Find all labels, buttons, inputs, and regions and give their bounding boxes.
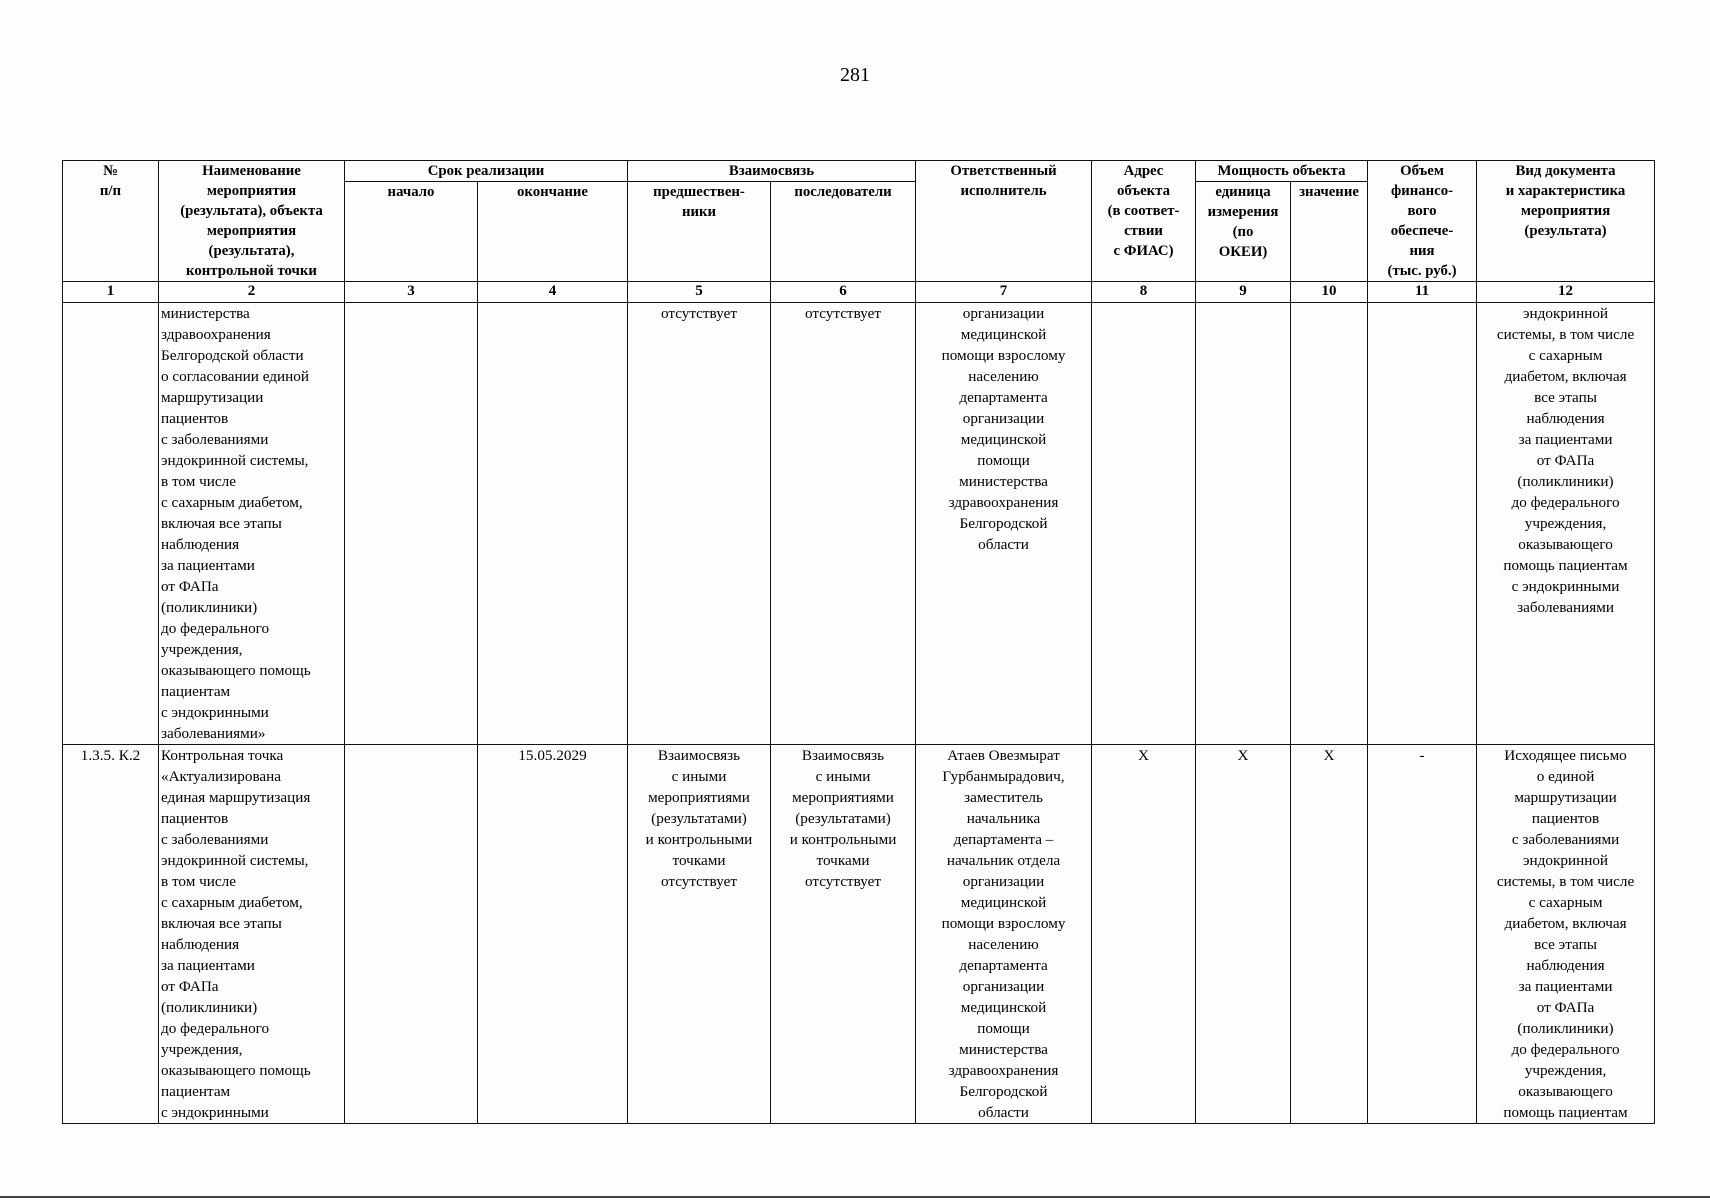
cell-predecessors: отсутствует xyxy=(628,303,771,745)
column-number: 12 xyxy=(1477,282,1655,303)
cell-start xyxy=(345,303,478,745)
cell-value xyxy=(1291,303,1368,745)
cell-finance xyxy=(1368,303,1477,745)
column-number: 7 xyxy=(916,282,1092,303)
header-link-pred: предшествен- ники xyxy=(628,182,771,282)
bottom-rule xyxy=(0,1196,1710,1198)
plan-table xyxy=(62,160,1655,1124)
header-name: Наименование мероприятия (результата), объекта мероприятия (результата), контрольной точки xyxy=(159,161,345,282)
header-link: Взаимосвязь xyxy=(628,161,916,182)
cell-successors: Взаимосвязь с иными мероприятиями (результатами) и контрольными точками отсутствует xyxy=(771,745,916,1124)
column-number: 11 xyxy=(1368,282,1477,303)
column-number: 9 xyxy=(1196,282,1291,303)
cell-end xyxy=(478,303,628,745)
column-number: 4 xyxy=(478,282,628,303)
cell-value: Х xyxy=(1291,745,1368,1124)
header-term-start: начало xyxy=(345,182,478,282)
header-term: Срок реализации xyxy=(345,161,628,182)
cell-unit: Х xyxy=(1196,745,1291,1124)
header-doc: Вид документа и характеристика мероприятия (результата) xyxy=(1477,161,1655,282)
column-number: 5 xyxy=(628,282,771,303)
cell-predecessors: Взаимосвязь с иными мероприятиями (результатами) и контрольными точками отсутствует xyxy=(628,745,771,1124)
cell-num xyxy=(63,303,159,745)
header-capacity: Мощность объекта xyxy=(1196,161,1368,182)
column-number: 3 xyxy=(345,282,478,303)
column-number: 8 xyxy=(1092,282,1196,303)
header-finance: Объем финансо- вого обеспече- ния (тыс. руб.) xyxy=(1368,161,1477,282)
cell-finance: - xyxy=(1368,745,1477,1124)
page-number: 281 xyxy=(840,64,870,86)
cell-responsible: организации медицинской помощи взрослому населению департамента организации медицинской помощи министерства здравоохранения Белгородской области xyxy=(916,303,1092,745)
column-number: 10 xyxy=(1291,282,1368,303)
column-number: 6 xyxy=(771,282,916,303)
cell-responsible: Атаев Овезмырат Гурбанмырадович, заместитель начальника департамента – начальник отдела организации медицинской помощи взрослому населению департамента организации медицинской помощи министерства здравоохранения Белгородской области xyxy=(916,745,1092,1124)
cell-num: 1.3.5. К.2 xyxy=(63,745,159,1124)
header-address: Адрес объекта (в соответ- ствии с ФИАС) xyxy=(1092,161,1196,282)
cell-end: 15.05.2029 xyxy=(478,745,628,1124)
header-term-end: окончание xyxy=(478,182,628,282)
table-row xyxy=(63,745,1655,1124)
cell-address: Х xyxy=(1092,745,1196,1124)
table-row xyxy=(63,303,1655,745)
cell-name: министерства здравоохранения Белгородской области о согласовании единой маршрутизации пациентов с заболеваниями эндокринной системы, в том числе с сахарным диабетом, включая все этапы наблюдения за пациентами от ФАПа (поликлиники) до федерального учреждения, оказывающего помощь пациентам с эндокринными заболеваниями» xyxy=(159,303,345,745)
header-capacity-value: значение xyxy=(1291,182,1368,282)
cell-name: Контрольная точка «Актуализирована единая маршрутизация пациентов с заболеваниями эндокринной системы, в том числе с сахарным диабетом, включая все этапы наблюдения за пациентами от ФАПа (поликлиники) до федерального учреждения, оказывающего помощь пациентам с эндокринными xyxy=(159,745,345,1124)
column-number: 1 xyxy=(63,282,159,303)
cell-doc: Исходящее письмо о единой маршрутизации пациентов с заболеваниями эндокринной системы, в том числе с сахарным диабетом, включая все этапы наблюдения за пациентами от ФАПа (поликлиники) до федерального учреждения, оказывающего помощь пациентам xyxy=(1477,745,1655,1124)
cell-successors: отсутствует xyxy=(771,303,916,745)
header-capacity-unit: единица измерения (по ОКЕИ) xyxy=(1196,182,1291,282)
header-num: № п/п xyxy=(63,161,159,282)
column-number: 2 xyxy=(159,282,345,303)
cell-unit xyxy=(1196,303,1291,745)
cell-doc: эндокринной системы, в том числе с сахарным диабетом, включая все этапы наблюдения за пациентами от ФАПа (поликлиники) до федерального учреждения, оказывающего помощь пациентам с эндокринными заболеваниями xyxy=(1477,303,1655,745)
header-responsible: Ответственный исполнитель xyxy=(916,161,1092,282)
header-link-next: последователи xyxy=(771,182,916,282)
cell-address xyxy=(1092,303,1196,745)
cell-start xyxy=(345,745,478,1124)
